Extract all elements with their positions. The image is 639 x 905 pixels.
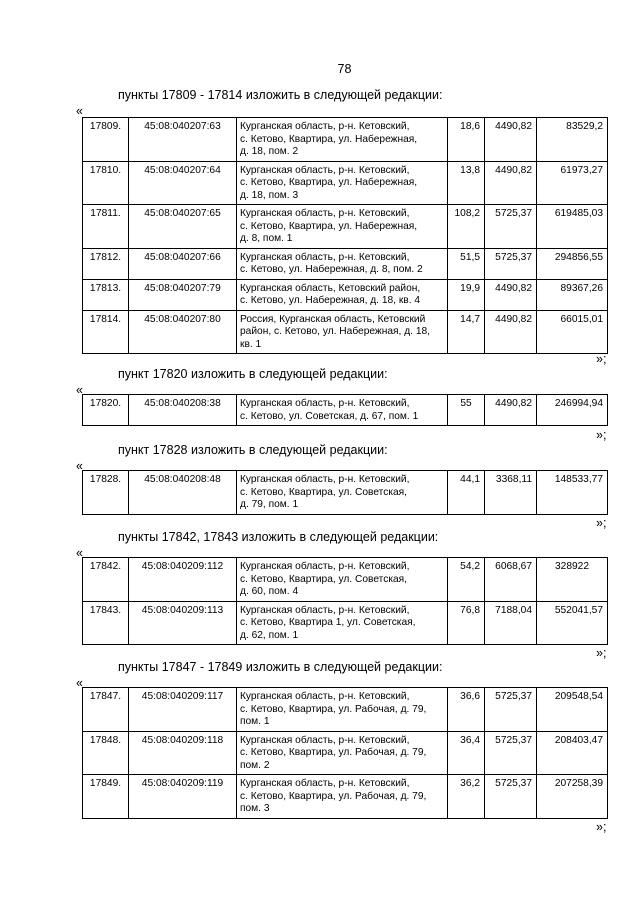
rate: 4490,82: [485, 395, 537, 426]
cadastral-number: 45:08:040209:118: [129, 731, 237, 775]
address: Курганская область, р-н. Кетовский, с. Кетово, Квартира, ул. Рабочая, д. 79, пом. 3: [237, 775, 448, 819]
open-quote: «: [76, 383, 83, 397]
cost: 148533,77: [537, 471, 608, 515]
area: 76,8: [448, 601, 485, 645]
address: Курганская область, р-н. Кетовский, с. Кетово, Квартира, ул. Рабочая, д. 79, пом. 2: [237, 731, 448, 775]
close-quote: »;: [596, 820, 607, 834]
table-row: [83, 688, 608, 732]
open-quote: «: [76, 676, 83, 690]
table-row: [83, 310, 608, 354]
address: Курганская область, р-н. Кетовский, с. Кетово, Квартира, ул. Набережная, д. 8, пом. 1: [237, 205, 448, 249]
property-table: [82, 687, 608, 819]
item-number: 17813.: [83, 279, 129, 310]
cadastral-number: 45:08:040208:38: [129, 395, 237, 426]
rate: 5725,37: [485, 688, 537, 732]
item-number: 17828.: [83, 471, 129, 515]
cadastral-number: 45:08:040207:63: [129, 118, 237, 162]
item-number: 17820.: [83, 395, 129, 426]
area: 54,2: [448, 558, 485, 602]
open-quote: «: [76, 546, 83, 560]
rate: 5725,37: [485, 248, 537, 279]
rate: 4490,82: [485, 118, 537, 162]
rate: 7188,04: [485, 601, 537, 645]
cost: 66015,01: [537, 310, 608, 354]
area: 36,2: [448, 775, 485, 819]
amendment-intro: пункты 17847 - 17849 изложить в следующей редакции:: [118, 660, 443, 674]
rate: 4490,82: [485, 310, 537, 354]
address: Курганская область, р-н. Кетовский, с. Кетово, Квартира, ул. Советская, д. 79, пом. 1: [237, 471, 448, 515]
address: Курганская область, р-н. Кетовский, с. Кетово, Квартира 1, ул. Советская, д. 62, пом. 1: [237, 601, 448, 645]
cadastral-number: 45:08:040208:48: [129, 471, 237, 515]
amendment-intro: пункт 17828 изложить в следующей редакции:: [118, 443, 388, 457]
cost: 246994,94: [537, 395, 608, 426]
cadastral-number: 45:08:040209:117: [129, 688, 237, 732]
area: 18,6: [448, 118, 485, 162]
table-row: [83, 248, 608, 279]
cost: 207258,39: [537, 775, 608, 819]
area: 44,1: [448, 471, 485, 515]
cost: 328922: [537, 558, 608, 602]
area: 55: [448, 395, 485, 426]
close-quote: »;: [596, 646, 607, 660]
area: 36,6: [448, 688, 485, 732]
item-number: 17843.: [83, 601, 129, 645]
table-row: [83, 731, 608, 775]
rate: 5725,37: [485, 205, 537, 249]
cost: 294856,55: [537, 248, 608, 279]
area: 13,8: [448, 161, 485, 205]
item-number: 17848.: [83, 731, 129, 775]
table-row: [83, 601, 608, 645]
item-number: 17842.: [83, 558, 129, 602]
item-number: 17810.: [83, 161, 129, 205]
rate: 4490,82: [485, 279, 537, 310]
cadastral-number: 45:08:040207:64: [129, 161, 237, 205]
property-table: [82, 557, 608, 645]
item-number: 17847.: [83, 688, 129, 732]
cadastral-number: 45:08:040207:65: [129, 205, 237, 249]
property-table: [82, 394, 608, 426]
cadastral-number: 45:08:040207:80: [129, 310, 237, 354]
property-table: [82, 117, 608, 354]
table-row: [83, 118, 608, 162]
cost: 619485,03: [537, 205, 608, 249]
close-quote: »;: [596, 352, 607, 366]
rate: 5725,37: [485, 731, 537, 775]
close-quote: »;: [596, 516, 607, 530]
cadastral-number: 45:08:040207:79: [129, 279, 237, 310]
rate: 6068,67: [485, 558, 537, 602]
open-quote: «: [76, 459, 83, 473]
area: 19,9: [448, 279, 485, 310]
cost: 552041,57: [537, 601, 608, 645]
item-number: 17811.: [83, 205, 129, 249]
open-quote: «: [76, 104, 83, 118]
rate: 3368,11: [485, 471, 537, 515]
close-quote: »;: [596, 428, 607, 442]
area: 14,7: [448, 310, 485, 354]
address: Курганская область, Кетовский район, с. Кетово, ул. Набережная, д. 18, кв. 4: [237, 279, 448, 310]
table-row: [83, 161, 608, 205]
cadastral-number: 45:08:040209:113: [129, 601, 237, 645]
item-number: 17849.: [83, 775, 129, 819]
rate: 4490,82: [485, 161, 537, 205]
property-table: [82, 470, 608, 515]
cost: 208403,47: [537, 731, 608, 775]
table-row: [83, 279, 608, 310]
address: Курганская область, р-н. Кетовский, с. Кетово, ул. Набережная, д. 8, пом. 2: [237, 248, 448, 279]
item-number: 17814.: [83, 310, 129, 354]
cadastral-number: 45:08:040207:66: [129, 248, 237, 279]
item-number: 17809.: [83, 118, 129, 162]
address: Россия, Курганская область, Кетовский район, с. Кетово, ул. Набережная, д. 18, кв. 1: [237, 310, 448, 354]
amendment-intro: пункты 17842, 17843 изложить в следующей редакции:: [118, 530, 439, 544]
table-row: [83, 205, 608, 249]
address: Курганская область, р-н. Кетовский, с. Кетово, Квартира, ул. Советская, д. 60, пом. 4: [237, 558, 448, 602]
cadastral-number: 45:08:040209:119: [129, 775, 237, 819]
address: Курганская область, р-н. Кетовский, с. Кетово, Квартира, ул. Набережная, д. 18, пом. 2: [237, 118, 448, 162]
area: 51,5: [448, 248, 485, 279]
cost: 61973,27: [537, 161, 608, 205]
table-row: [83, 558, 608, 602]
address: Курганская область, р-н. Кетовский, с. Кетово, Квартира, ул. Рабочая, д. 79, пом. 1: [237, 688, 448, 732]
amendment-intro: пункт 17820 изложить в следующей редакции:: [118, 367, 388, 381]
address: Курганская область, р-н. Кетовский, с. Кетово, ул. Советская, д. 67, пом. 1: [237, 395, 448, 426]
table-row: [83, 471, 608, 515]
cadastral-number: 45:08:040209:112: [129, 558, 237, 602]
table-row: [83, 775, 608, 819]
table-row: [83, 395, 608, 426]
rate: 5725,37: [485, 775, 537, 819]
cost: 83529,2: [537, 118, 608, 162]
address: Курганская область, р-н. Кетовский, с. Кетово, Квартира, ул. Набережная, д. 18, пом. 3: [237, 161, 448, 205]
cost: 89367,26: [537, 279, 608, 310]
amendment-intro: пункты 17809 - 17814 изложить в следующей редакции:: [118, 88, 443, 102]
cost: 209548,54: [537, 688, 608, 732]
area: 36,4: [448, 731, 485, 775]
item-number: 17812.: [83, 248, 129, 279]
page-number: 78: [337, 62, 352, 76]
area: 108,2: [448, 205, 485, 249]
